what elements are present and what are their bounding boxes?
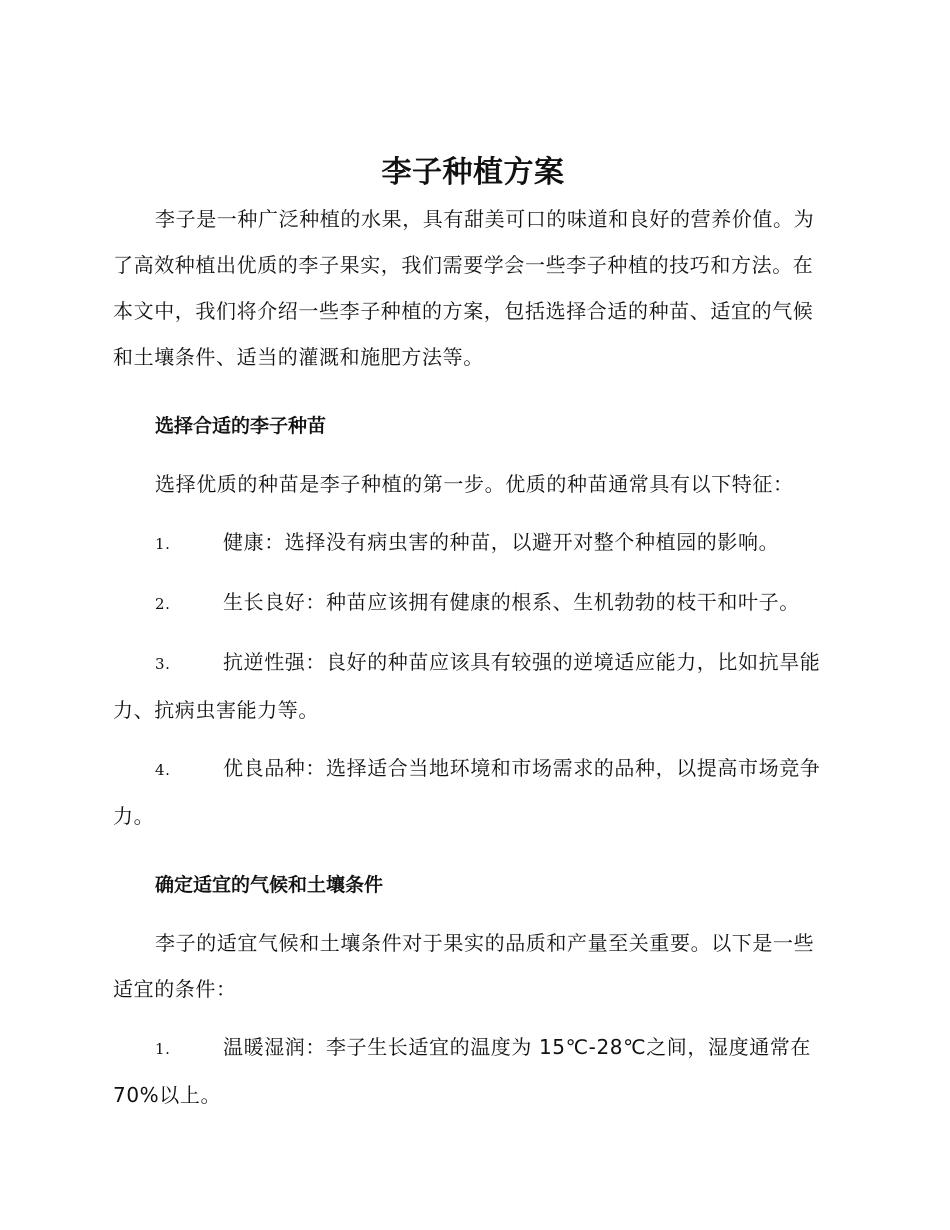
list-item-number: 2. [155, 595, 171, 613]
list-item-text: 抗逆性强：良好的种苗应该具有较强的逆境适应能力，比如抗旱能力、抗病虫害能力等。 [113, 650, 821, 722]
section-heading-climate-soil: 确定适宜的气候和土壤条件 [155, 874, 384, 896]
list-item-text: 健康：选择没有病虫害的种苗，以避开对整个种植园的影响。 [223, 530, 780, 554]
list-item [113, 579, 833, 627]
list-item-number: 1. [155, 1040, 171, 1058]
document-title: 李子种植方案 [381, 155, 565, 190]
list-item [113, 639, 833, 733]
list-item-number: 1. [155, 535, 171, 553]
intro-paragraph: 李子是一种广泛种植的水果，具有甜美可口的味道和良好的营养价值。为了高效种植出优质的李子果实，我们需要学会一些李子种植的技巧和方法。在本文中，我们将介绍一些李子种植的方案，包括选择合适的种苗、适宜的气候和土壤条件、适当的灌溉和施肥方法等。 [113, 207, 815, 369]
list-item-text: 优良品种：选择适合当地环境和市场需求的品种，以提高市场竞争力。 [113, 756, 821, 828]
list-item-text: 生长良好：种苗应该拥有健康的根系、生机勃勃的枝干和叶子。 [223, 590, 800, 614]
section-lead-seedlings: 选择优质的种苗是李子种植的第一步。优质的种苗通常具有以下特征： [155, 472, 794, 496]
section-lead-climate-soil: 李子的适宜气候和土壤条件对于果实的品质和产量至关重要。以下是一些适宜的条件： [113, 931, 815, 1001]
list-item-number: 4. [155, 761, 171, 779]
document-page [113, 150, 833, 1118]
list-item-number: 3. [155, 655, 171, 673]
list-item [113, 1024, 833, 1118]
list-item-text: 温暖湿润：李子生长适宜的温度为 15℃-28℃之间，湿度通常在 70%以上。 [113, 1035, 811, 1107]
section-heading-seedlings: 选择合适的李子种苗 [155, 415, 327, 437]
list-item [113, 745, 833, 839]
list-item [113, 519, 833, 567]
